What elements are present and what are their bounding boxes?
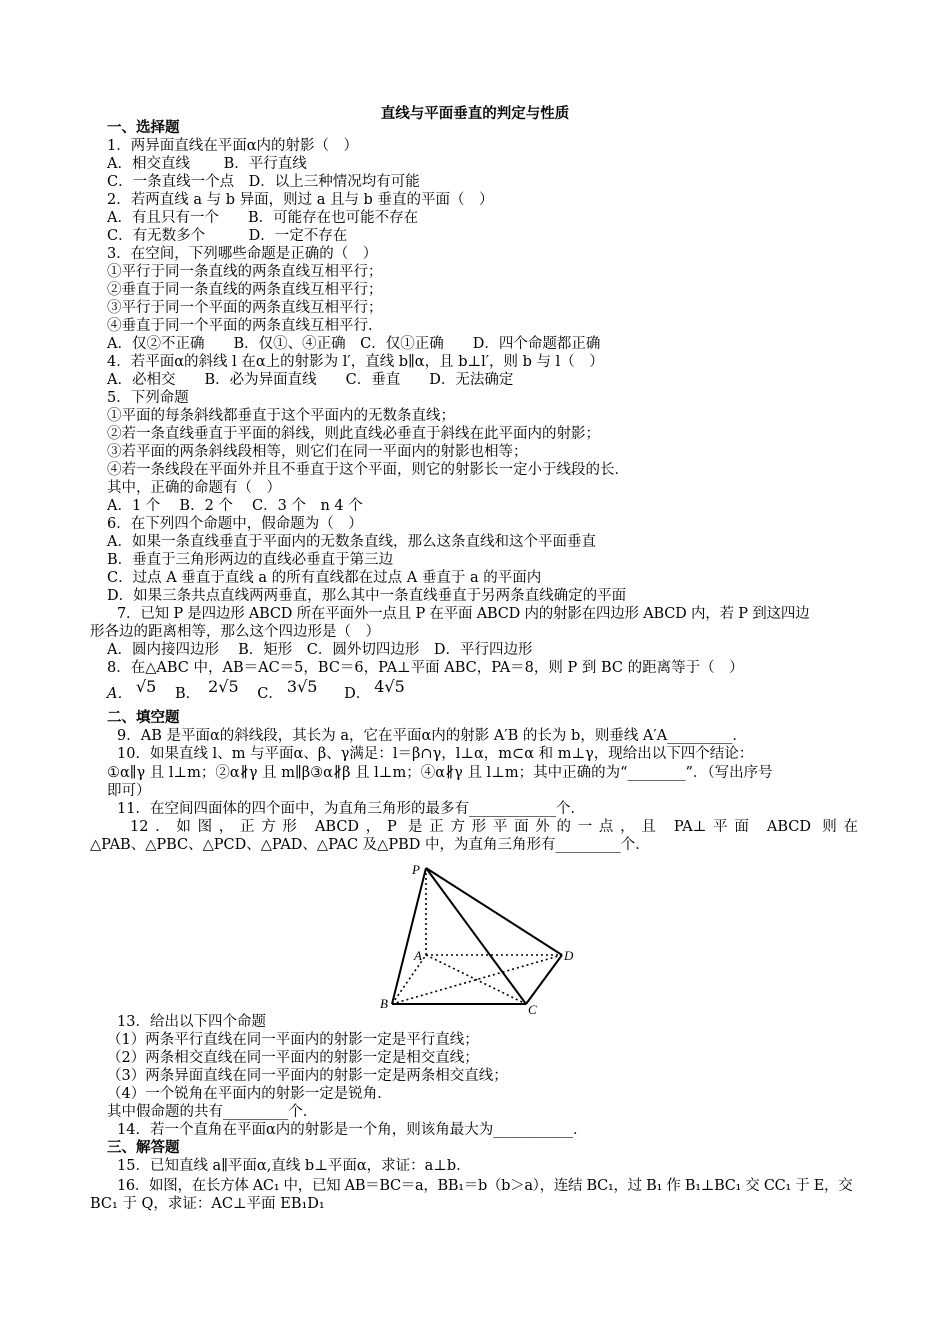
q5-item-2: ②若一条直线垂直于平面的斜线，则此直线必垂直于斜线在此平面内的射影； <box>107 426 600 442</box>
q3-item-4: ④垂直于同一个平面的两条直线互相平行． <box>107 318 383 334</box>
q10: 10．如果直线 l、m 与平面α、β、γ满足：l＝β∩γ，l⊥α，m⊂α 和 m⊥γ，现给出以下四个结论： <box>117 746 754 762</box>
q8-option-c-label: C． <box>257 686 283 702</box>
label-d: D <box>564 948 574 963</box>
q3-options: A．仅②不正确 B．仅①、④正确 C．仅①正确 D．四个命题都正确 <box>107 336 601 352</box>
q2-options-ab: A．有且只有一个 B．可能存在也可能不存在 <box>107 210 419 226</box>
q7-line-2: 形各边的距离相等，那么这个四边形是（ ） <box>90 624 380 640</box>
q13: 13．给出以下四个命题 <box>117 1014 266 1030</box>
q13-item-2: （2）两条相交直线在同一平面内的射影一定是相交直线； <box>107 1050 479 1066</box>
q1-options-cd: C．一条直线一个点 D．以上三种情况均有可能 <box>107 174 420 190</box>
q5-stem: 其中，正确的命题有（ ） <box>107 480 281 496</box>
q6: 6．在下列四个命题中，假命题为（ ） <box>107 516 363 532</box>
q3-item-1: ①平行于同一条直线的两条直线互相平行； <box>107 264 383 280</box>
q8-option-d-label: D． <box>344 686 371 702</box>
q10-tail: 即可） <box>107 783 151 799</box>
q8-option-a-value: √5 <box>135 677 157 696</box>
q2: 2．若两直线 a 与 b 异面，则过 a 且与 b 垂直的平面（ ） <box>107 192 494 208</box>
q8-option-b-label: B． <box>174 686 201 702</box>
q8-options <box>107 677 405 703</box>
q8-option-d-value: 4√5 <box>374 677 405 696</box>
q12-line-2: △PAB、△PBC、△PCD、△PAD、△PAC 及△PBD 中，为直角三角形有_________个． <box>90 837 650 853</box>
q14: 14．若一个直角在平面α内的射影是一个角，则该角最大为___________． <box>117 1122 588 1138</box>
q16-line-1: 16．如图，在长方体 AC₁ 中，已知 AB＝BC＝a，BB₁＝b（b＞a），连结 BC₁，过 B₁ 作 B₁⊥BC₁ 交 CC₁ 于 E，交 <box>117 1178 853 1194</box>
q3-item-2: ②垂直于同一条直线的两条直线互相平行； <box>107 282 383 298</box>
section-answer: 三、解答题 <box>107 1140 180 1156</box>
q5-item-1: ①平面的每条斜线都垂直于这个平面内的无数条直线； <box>107 408 455 424</box>
q2-options-cd: C．有无数多个 D．一定不存在 <box>107 228 348 244</box>
q3: 3．在空间，下列哪些命题是正确的（ ） <box>107 246 378 262</box>
q8-option-b-value: 2√5 <box>208 677 239 696</box>
q4-options: A．必相交 B．必为异面直线 C．垂直 D．无法确定 <box>107 372 514 388</box>
q13-item-1: （1）两条平行直线在同一平面内的射影一定是平行直线； <box>107 1032 479 1048</box>
q5-item-4: ④若一条线段在平面外并且不垂直于这个平面，则它的射影长一定小于线段的长． <box>107 462 629 478</box>
q8: 8．在△ABC 中，AB＝AC＝5，BC＝6，PA⊥平面 ABC，PA＝8，则 P 到 BC 的距离等于（ ） <box>107 660 744 676</box>
q7-options: A．圆内接四边形 B．矩形 C．圆外切四边形 D．平行四边形 <box>107 642 533 658</box>
q4: 4．若平面α的斜线 l 在α上的射影为 l′，直线 b∥α，且 b⊥l′，则 b 与 l（ ） <box>107 354 604 370</box>
page-title: 直线与平面垂直的判定与性质 <box>380 106 570 122</box>
label-p: P <box>412 862 420 877</box>
label-a: A <box>414 948 422 963</box>
q13-item-4: （4）一个锐角在平面内的射影一定是锐角． <box>107 1086 392 1102</box>
q7-line-1: 7．已知 P 是四边形 ABCD 所在平面外一点且 P 在平面 ABCD 内的射影在四边形 ABCD 内，若 P 到这四边 <box>117 606 810 622</box>
section-choice: 一、选择题 <box>107 120 180 136</box>
q5: 5．下列命题 <box>107 390 189 406</box>
q1: 1．两异面直线在平面α内的射影（ ） <box>107 138 359 154</box>
q6-option-d: D．如果三条共点直线两两垂直，那么其中一条直线垂直于另两条直线确定的平面 <box>107 588 627 604</box>
q5-item-3: ③若平面的两条斜线段相等，则它们在同一平面内的射影也相等； <box>107 444 528 460</box>
pyramid-figure <box>378 858 578 1018</box>
q10-options: ①α∥γ 且 l⊥m；②α∦γ 且 m∥β③α∦β 且 l⊥m；④α∦γ 且 l⊥m；其中正确的为“________”．（写出序号 <box>107 765 773 781</box>
q13-item-3: （3）两条异面直线在同一平面内的射影一定是两条相交直线； <box>107 1068 508 1084</box>
q11: 11．在空间四面体的四个面中，为直角三角形的最多有____________个． <box>117 801 585 817</box>
q6-option-a: A．如果一条直线垂直于平面内的无数条直线，那么这条直线和这个平面垂直 <box>107 534 596 550</box>
q6-option-c: C．过点 A 垂直于直线 a 的所有直线都在过点 A 垂直于 a 的平面内 <box>107 570 542 586</box>
section-fill: 二、填空题 <box>107 710 180 726</box>
q13-stem: 其中假命题的共有_________个． <box>107 1104 318 1120</box>
label-c: C <box>528 1002 537 1017</box>
q8-option-c-value: 3√5 <box>286 677 318 696</box>
q16-line-2: BC₁ 于 Q，求证：AC⊥平面 EB₁D₁ <box>90 1196 325 1212</box>
q6-option-b: B．垂直于三角形两边的直线必垂直于第三边 <box>107 552 394 568</box>
q15: 15．已知直线 a∥平面α,直线 b⊥平面α，求证：a⊥b． <box>117 1158 471 1174</box>
label-b: B <box>380 996 388 1011</box>
q8-option-a-label: A． <box>107 686 132 702</box>
q9: 9．AB 是平面α的斜线段，其长为 a，它在平面α内的射影 A′B 的长为 b，则垂线 A′A_________． <box>117 728 747 744</box>
q5-options: A．1 个 B．2 个 C．3 个 n 4 个 <box>107 498 363 514</box>
q12-line-1: 12．如图，正方形 ABCD，P 是正方形平面外的一点，且 PA⊥平面 ABCD 则在 <box>130 819 858 835</box>
q3-item-3: ③平行于同一个平面的两条直线互相平行； <box>107 300 383 316</box>
q1-options-ab: A．相交直线 B．平行直线 <box>107 156 307 172</box>
